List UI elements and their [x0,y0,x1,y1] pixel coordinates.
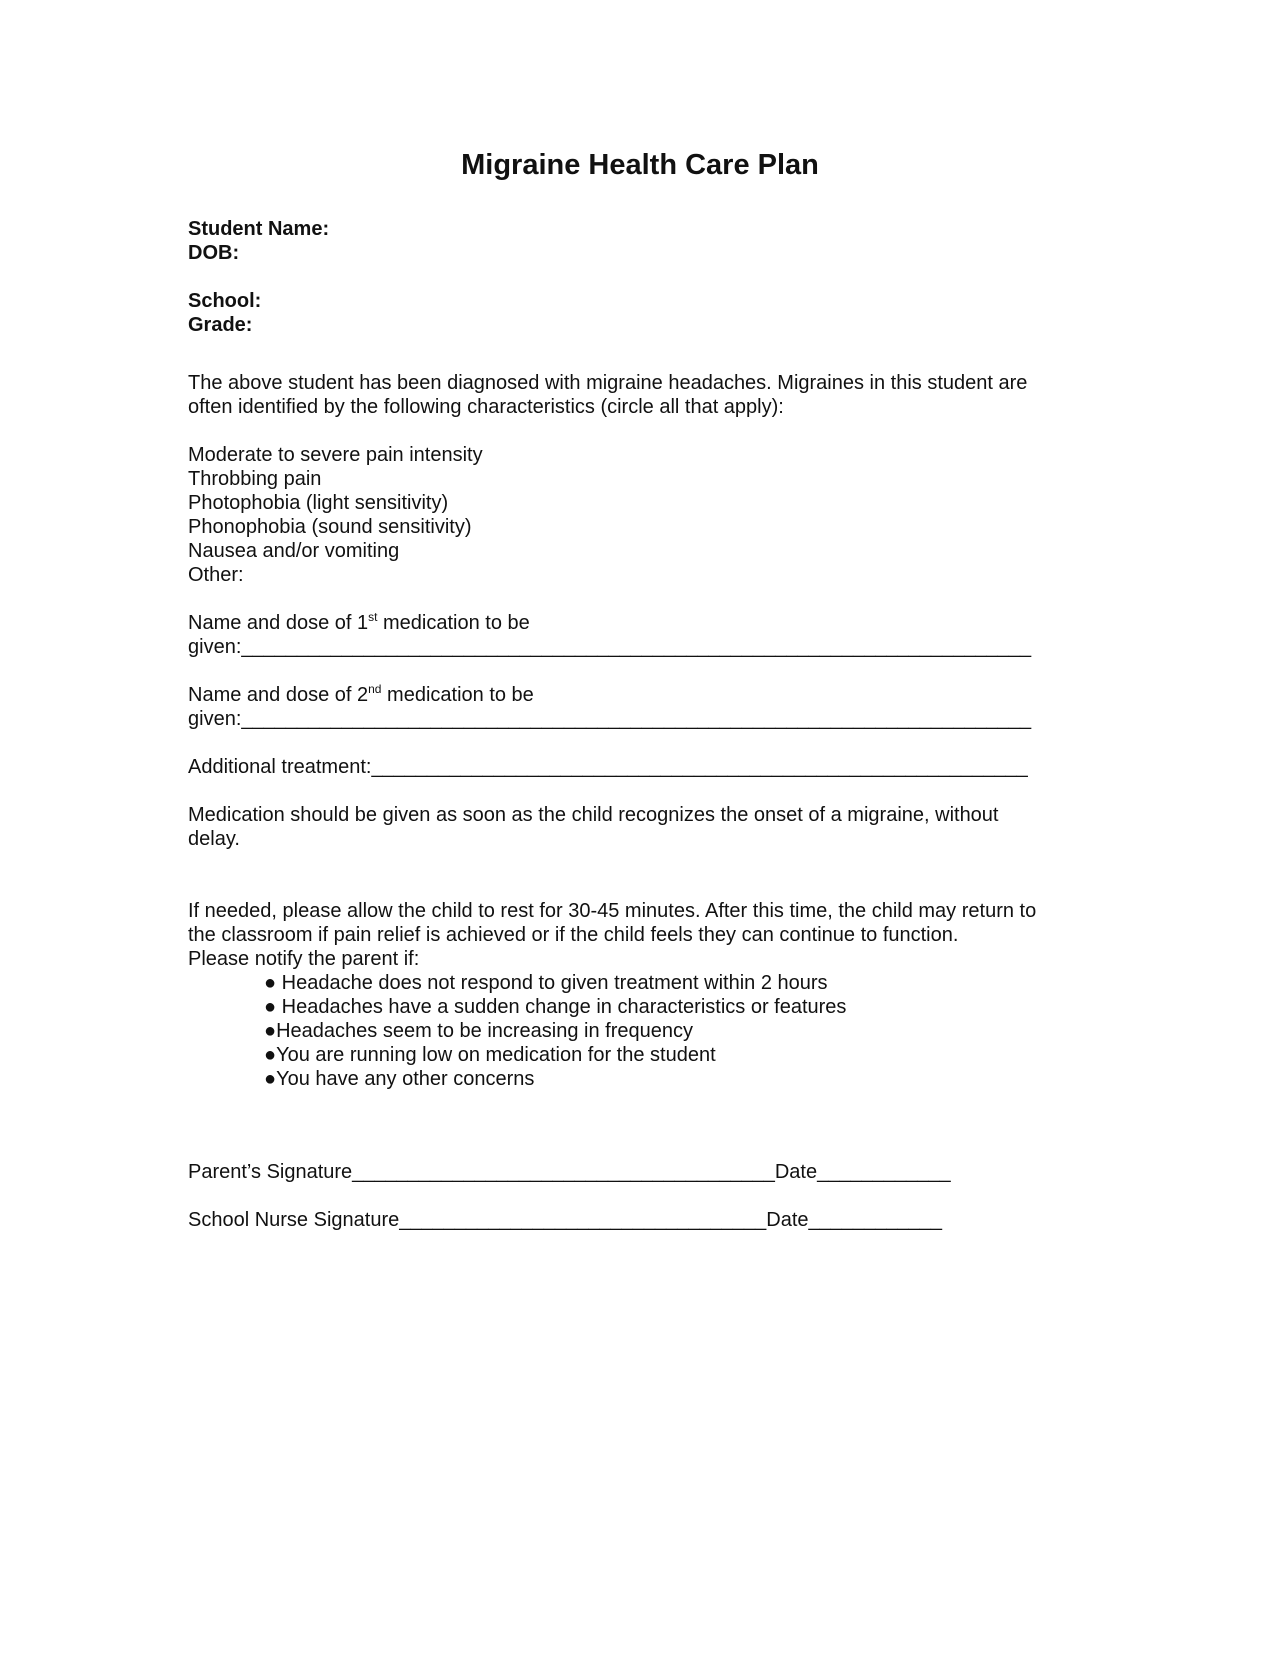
characteristic-item: Throbbing pain [188,468,322,490]
medication-2-label [188,683,534,707]
notify-item: ● Headaches have a sudden change in characteristics or features [264,996,847,1018]
parent-signature-line: Parent’s Signature______________________________________Date____________ [188,1161,951,1183]
grade-label: Grade: [188,314,253,336]
rest-line-2: the classroom if pain relief is achieved or if the child feels they can continue to function. [188,924,959,946]
medication-2-prefix: Name and dose of 2 [188,684,369,706]
characteristic-item: Nausea and/or vomiting [188,540,400,562]
medication-2-ordinal: nd [368,682,382,696]
notify-item: ●Headaches seem to be increasing in frequency [264,1020,693,1042]
characteristic-item: Phonophobia (sound sensitivity) [188,516,472,538]
student-name-label: Student Name: [188,218,330,240]
nurse-signature-line: School Nurse Signature_________________________________Date____________ [188,1209,943,1231]
characteristic-item: Photophobia (light sensitivity) [188,492,449,514]
intro-line-1: The above student has been diagnosed with migraine headaches. Migraines in this student are [188,372,1028,394]
medication-timing-line-2: delay. [188,828,240,850]
document-title: Migraine Health Care Plan [461,149,819,181]
characteristic-item: Other: [188,564,244,586]
school-label: School: [188,290,262,312]
intro-line-2: often identified by the following characteristics (circle all that apply): [188,396,784,418]
rest-line-1: If needed, please allow the child to rest for 30-45 minutes. After this time, the child may return to [188,900,1037,922]
medication-timing-line-1: Medication should be given as soon as the child recognizes the onset of a migraine, without [188,804,999,826]
dob-label: DOB: [188,242,240,264]
additional-treatment-field: Additional treatment:___________________________________________________________ [188,756,1028,778]
medication-1-ordinal: st [368,610,378,624]
medication-1-prefix: Name and dose of 1 [188,612,369,634]
notify-item: ●You are running low on medication for the student [264,1044,716,1066]
medication-1-label [188,611,530,635]
notify-item: ● Headache does not respond to given treatment within 2 hours [264,972,828,994]
medication-1-field: given:_______________________________________________________________________ [188,636,1032,658]
notify-item: ●You have any other concerns [264,1068,535,1090]
medication-1-suffix: medication to be [377,612,530,634]
notify-parent-heading: Please notify the parent if: [188,948,420,970]
medication-2-suffix: medication to be [381,684,534,706]
characteristic-item: Moderate to severe pain intensity [188,444,483,466]
medication-2-field: given:_______________________________________________________________________ [188,708,1032,730]
